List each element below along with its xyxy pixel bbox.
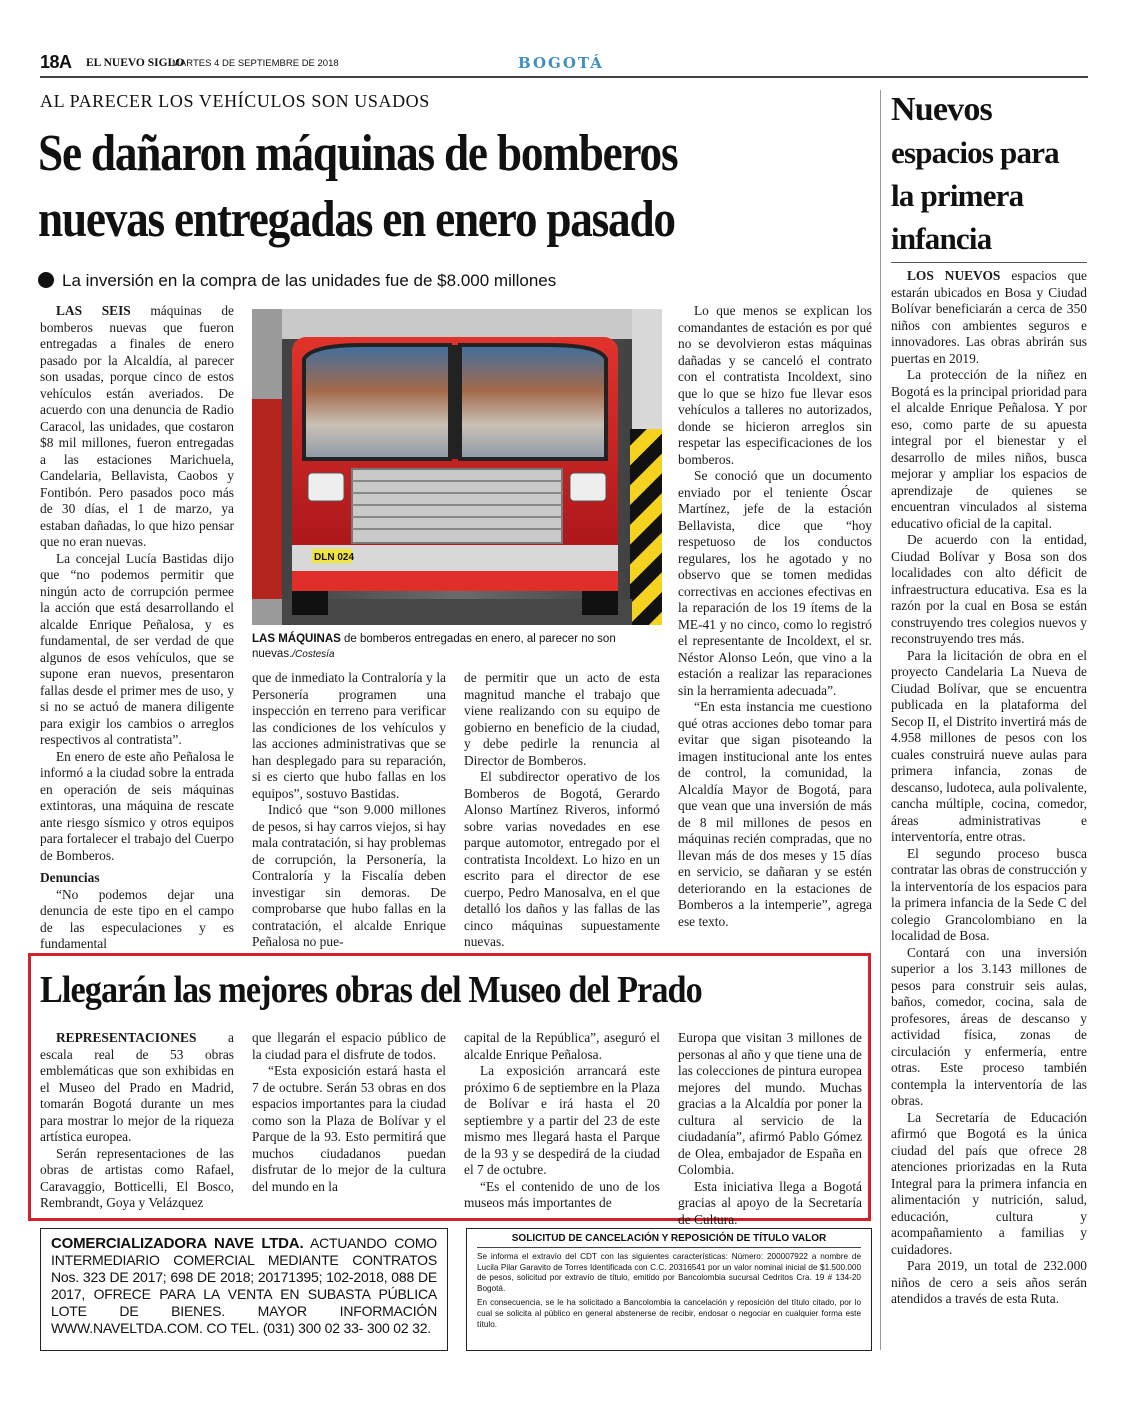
headline-line-2: nuevas entregadas en enero pasado <box>38 191 675 248</box>
sidebar-divider <box>880 90 881 1350</box>
paragraph: El segundo proceso busca contratar las obras de construcción y la interventoría de los espacios para la primera infancia de la Sede C del colegio Grancolombiano en la localidad de Bosa. <box>891 845 1087 943</box>
paragraph: máquinas de bomberos nuevas que fueron entregadas a finales de enero pasado por la Alcaldía, al parecer son usadas, porque cinco de estos vehículos están averiados. De acuerdo con una denuncia de Radio Caracol, las unidades, que costaron $8 mil millones, fueron entregadas a las estaciones Marichuela, Candelaria, Bellavista, Caobos y Fontibón. Pero pasados poco más de 30 días, el 1 de marzo, ya estaban dañadas, lo que hizo pensar que no eran nuevas. <box>40 303 234 549</box>
sidebar-headline-line: Nuevos <box>891 91 992 128</box>
prado-column-4 <box>678 1030 862 1228</box>
paragraph: Esta iniciativa llega a Bogotá gracias al apoyo de la Secretaría de Cultura. <box>678 1178 862 1227</box>
paragraph: Se conoció que un documento enviado por el teniente Óscar Martínez, jefe de la estación Bellavista, dice que “hoy respetuoso de los conductos regulares, los he agotado y no observo que se tomen medidas correctivas en acciones efectivas en la reparación de los 19 ítems de la ME-41 y no cinco, como lo registró el representante de Incoldext, el sr. Néstor Alonso León, que vino a la estación a realizar las reparaciones sin la herramienta adecuada”. <box>678 468 872 698</box>
paragraph: que de inmediato la Contraloría y la Personería programen una inspección en terreno para verificar las condiciones de los vehículos y las acciones administrativas que se han desplegado para su reparación, si es cierto que hubo fallas en los equipos”, sostuvo Bastidas. <box>252 670 446 801</box>
ad-body: ACTUANDO COMO INTERMEDIARIO COMERCIAL MEDIANTE CONTRATOS Nos. 323 DE 2017; 698 DE 2018; 20171395; 102-2018, 088 DE 2017, OFRECE PARA LA VENTA EN SUBASTA PÚBLICA LOTE DE BIENES. MAYOR INFORMACIÓN WWW.NAVELTDA.COM. CO TEL. (031) 300 02 33- 300 02 32. <box>51 1235 437 1336</box>
paragraph: “Es el contenido de uno de los museos más importantes de <box>464 1178 660 1210</box>
newspaper-name: EL NUEVO SIGLO <box>86 57 185 69</box>
story-headline <box>38 121 873 253</box>
paragraph: El subdirector operativo de los Bomberos de Bogotá, Gerardo Alonso Martínez Riveros, informó sobre varias novedades en ese parque automotor, entregado por el contratista Incoldext. Lo hizo en un escrito para el director de ese cuerpo, Pedro Manosalva, en el que detalló los daños y las fallas de las cinco máquinas supuestamente nuevas. <box>464 769 660 949</box>
paragraph: De acuerdo con la entidad, Ciudad Bolívar y Bosa son dos localidades con alto déficit de infraestructura educativa. Esa es la razón por la cual en Bosa se están construyendo tres colegios nuevos y reconstruyendo tres más. <box>891 532 1087 646</box>
paragraph: “En esta instancia me cuestiono qué otras acciones debo tomar para evitar que sigan pisoteando la imagen institucional ante los entes de control, la comunidad, la Alcaldía Mayor de Bogotá, para que vean que una inversión de más de 8 mil millones de pesos en máquinas recién compradas, que no llevan más de dos meses y 15 días en servicio, se dañaran y se estén deteriorando en la estaciones de Bomberos a la intemperie”, agrega ese texto. <box>678 699 872 929</box>
paragraph: La exposición arrancará este próximo 6 de septiembre en la Plaza de Bolívar e irá hasta el 20 septiembre y a partir del 23 de este mismo mes llegará hasta el Parque de la 93 y se despedirá de la ciudad el 7 de octubre. <box>464 1063 660 1177</box>
prado-headline: Llegarán las mejores obras del Museo del Prado <box>40 969 702 1011</box>
fire-truck-illustration <box>252 309 662 625</box>
story-column-2 <box>252 670 446 951</box>
paragraph: capital de la República”, aseguró el alcalde Enrique Peñalosa. <box>464 1030 660 1062</box>
paragraph: “Esta exposición estará hasta el 7 de octubre. Serán 53 obras en dos espacios importantes para la ciudad como son la Plaza de Bolívar y el Parque de la 93. Esto permitirá que muchos ciudadanos puedan disfrutar de lo mejor de la cultura del mundo en la <box>252 1063 446 1194</box>
paragraph: Lo que menos se explican los comandantes de estación es por qué no se devolvieron estas máquinas dañadas y se canceló el contrato con el contratista Incoldext, sino que lo que se hizo fue llevar esos vehículos a talleres no autorizados, donde se hicieron arreglos sin respetar las especificaciones de los bomberos. <box>678 303 872 467</box>
paragraph: En consecuencia, se le ha solicitado a Bancolombia la cancelación y reposición del título citado, por lo cual se solicita al público en general abstenerse de recibir, endosar o negociar en cualquier forma este título. <box>477 1298 861 1329</box>
photo-credit: /Costesía <box>292 649 335 660</box>
sidebar-body <box>891 268 1087 1308</box>
paragraph: La concejal Lucía Bastidas dijo que “no podemos permitir que ningún acto de corrupción permee la acción que está desarrollando el alcalde Enrique Peñalosa, y es fundamental, de ser verdad de que algunos de esos vehículos, que se supone eran nuevos, presentaron fallas desde el primer mes de uso, y si no se actuó de manera diligente para exigir los cambios o arreglos respectivos al contratista”. <box>40 550 234 747</box>
story-kicker: AL PARECER LOS VEHÍCULOS SON USADOS <box>40 91 430 111</box>
ad-title: SOLICITUD DE CANCELACIÓN Y REPOSICIÓN DE TÍTULO VALOR <box>477 1233 861 1248</box>
lead-in: LAS SEIS <box>56 303 131 318</box>
subheading: Denuncias <box>40 870 100 885</box>
prado-column-1 <box>40 1030 234 1212</box>
paragraph: Indicó que “son 9.000 millones de pesos, si hay carros viejos, si hay mala contratación, si hay problemas de corrupción, la Personería, la Contraloría y la Fiscalía deben investigar sin demoras. De comprobarse que hubo fallas en la contratación, el alcalde Enrique Peñalosa no pue- <box>252 802 446 949</box>
headline-line-1: Se dañaron máquinas de bomberos <box>38 125 678 182</box>
paragraph: Europa que visitan 3 millones de personas al año y que tiene una de las colecciones de pintura europea mejores del mundo. Muchas gracias a la Alcaldía por poner la cultura al servicio de la ciudadanía”, afirmó Pablo Gómez de Olea, embajador de España en Colombia. <box>678 1030 862 1177</box>
paragraph: Se informa el extravío del CDT con las siguientes características: Número: 200007922 a nombre de Lucila Pilar Garavito de Torres Identificada con C.C. 20316541 por un valor nominal inicial de $1.500.000 de pesos, solicitud por extravío de título, emitido por Bancolombia sucursal Cedritos Cra. 19 # 134-20 Bogotá. <box>477 1252 861 1293</box>
paragraph: de permitir que un acto de esta magnitud manche el trabajo que viene realizando con su equipo de gobierno en beneficio de la ciudad, y debe pedirle la renuncia al Director de Bomberos. <box>464 670 660 768</box>
header-rule <box>40 76 1088 78</box>
story-column-4 <box>678 303 872 930</box>
ad-company: COMERCIALIZADORA NAVE LTDA. <box>51 1235 304 1252</box>
story-column-1 <box>40 303 234 953</box>
classified-ad-nave <box>40 1228 448 1351</box>
caption-text: de bomberos entregadas en enero, al parecer no son nuevas. <box>252 633 616 660</box>
lead-in: LOS NUEVOS <box>907 268 1001 283</box>
paragraph: a escala real de 53 obras emblemáticas que son exhibidas en el Museo del Prado en Madrid, tomarán Bogotá durante un mes para mostrar lo mejor de la riqueza artística europea. <box>40 1030 234 1144</box>
paragraph: espacios que estarán ubicados en Bosa y Ciudad Bolívar beneficiarán a cerca de 350 niños con ambientes seguros e innovadores. Las obras abrirán sus puertas en 2019. <box>891 268 1087 366</box>
fire-truck-photo <box>252 309 662 625</box>
paragraph: En enero de este año Peñalosa le informó a la ciudad sobre la entrada en operación de seis máquinas extintoras, una máquina de rescate ante riesgo sísmico y otros equipos para fortalecer el trabajo del Cuerpo de Bomberos. <box>40 748 234 863</box>
prado-column-3 <box>464 1030 660 1212</box>
paragraph: que llegarán el espacio público de la ciudad para el disfrute de todos. <box>252 1030 446 1062</box>
page-number: 18A <box>40 52 72 72</box>
lead-in: REPRESENTACIONES <box>56 1030 197 1045</box>
sidebar-rule <box>891 262 1087 263</box>
sidebar-headline <box>891 88 1091 260</box>
license-plate: DLN 024 <box>314 552 355 563</box>
story-dek: La inversión en la compra de las unidades fue de $8.000 millones <box>62 271 557 290</box>
sidebar-headline-line: infancia <box>891 221 992 256</box>
paragraph: Para la licitación de obra en el proyecto Candelaria La Nueva de Ciudad Bolívar, que se encuentra publicada en la plataforma del Secop II, el Distrito invertirá más de 4.958 millones de pesos con los cuales construirá nueve aulas para primera infancia, zonas de descanso, ludoteca, aula polivalente, cancha múltiple, cocina, comedor, áreas administrativas e interventoría, entre otras. <box>891 647 1087 844</box>
sidebar-headline-line: espacios para <box>891 135 1059 170</box>
issue-date: MARTES 4 DE SEPTIEMBRE DE 2018 <box>172 58 339 69</box>
ad-text <box>51 1235 437 1337</box>
ad-text <box>477 1252 861 1330</box>
paragraph: La Secretaría de Educación afirmó que Bogotá es la única ciudad del país que ofrece 28 atenciones priorizadas en la Ruta Integral para la primera infancia en alimentación y nutrición, salud, educación, cultura y acompañamiento a familias y cuidadores. <box>891 1109 1087 1257</box>
paragraph: Serán representaciones de las obras de artistas como Rafael, Caravaggio, Botticelli, El Bosco, Rembrandt, Goya y Velázquez <box>40 1145 234 1210</box>
paragraph: Para 2019, un total de 232.000 niños de cero a seis años serán atendidos a través de esta Ruta. <box>891 1258 1087 1306</box>
prado-column-2 <box>252 1030 446 1195</box>
section-name: BOGOTÁ <box>518 54 604 72</box>
story-column-3 <box>464 670 660 951</box>
paragraph: Contará con una inversión superior a los 3.143 millones de pesos para construir seis aulas, baños, comedor, cocina, sala de profesores, áreas de descanso y actividad física, zonas de circulación y enfermería, entre otras. Este proceso también contempla la interventoría de las obras. <box>891 944 1087 1108</box>
bullet-icon <box>38 272 54 288</box>
paragraph: La protección de la niñez en Bogotá es la principal prioridad para el alcalde Enrique Peñalosa. Y por eso, como parte de su apuesta integral por el bienestar y el desarrollo de miles niños, busca mejorar y ampliar los espacios de aprendizaje de quienes se encuentran vinculados al sistema educativo oficial de la capital. <box>891 367 1087 531</box>
photo-caption <box>252 632 662 662</box>
paragraph: “No podemos dejar una denuncia de este tipo en el campo de las especulaciones y es fundamental <box>40 886 234 951</box>
caption-lead: LAS MÁQUINAS <box>252 633 341 645</box>
classified-ad-cdt <box>466 1228 872 1351</box>
sidebar-headline-line: la primera <box>891 178 1024 213</box>
